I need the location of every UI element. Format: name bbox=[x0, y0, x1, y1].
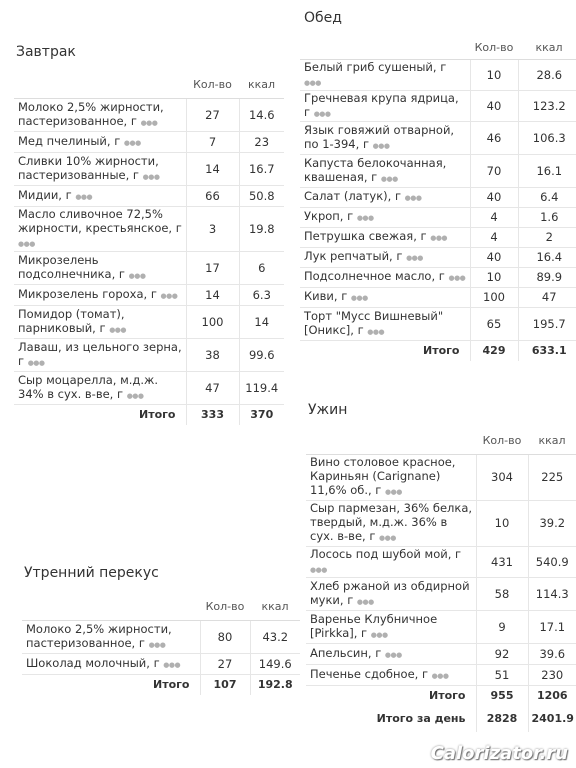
header-qty: Кол-во bbox=[200, 594, 250, 620]
food-name: Гречневая крупа ядрица, г bbox=[304, 90, 459, 119]
table-row bbox=[14, 305, 284, 338]
food-name-cell bbox=[306, 577, 476, 610]
table-row bbox=[306, 643, 576, 664]
food-name: Хлеб ржаной из обдирной муки, г bbox=[310, 578, 470, 607]
qty-cell: 38 bbox=[186, 338, 239, 371]
table-row bbox=[306, 610, 576, 643]
kcal-cell: 99.6 bbox=[239, 338, 284, 371]
kcal-cell: 19.8 bbox=[239, 206, 284, 251]
qty-cell: 3 bbox=[186, 206, 239, 251]
kcal-cell: 23 bbox=[239, 131, 284, 152]
qty-cell: 27 bbox=[186, 98, 239, 131]
snack-table bbox=[22, 594, 300, 695]
more-dots-icon[interactable]: ●●● bbox=[406, 254, 423, 262]
food-name-cell bbox=[14, 131, 186, 152]
more-dots-icon[interactable]: ●●● bbox=[75, 192, 93, 201]
food-name: Сыр пармезан, 36% белка, твердый, м.д.ж. 36% в сух. в-ве, г bbox=[310, 501, 473, 543]
day-total-row bbox=[306, 706, 576, 732]
food-name-cell bbox=[14, 98, 186, 131]
food-name-cell bbox=[14, 206, 186, 251]
day-total-label: Итого за день bbox=[376, 712, 466, 725]
more-dots-icon[interactable]: ●●● bbox=[109, 325, 127, 334]
food-name-cell bbox=[14, 152, 186, 185]
food-name-cell bbox=[306, 610, 476, 643]
food-name: Печенье сдобное, г bbox=[310, 666, 429, 681]
more-dots-icon[interactable]: ●●● bbox=[380, 174, 398, 183]
food-name: Сыр моцарелла, м.д.ж. 34% в сух. в-ве, г bbox=[18, 372, 159, 401]
table-row bbox=[300, 287, 576, 307]
kcal-cell: 225 bbox=[528, 454, 576, 500]
total-kcal: 1206 bbox=[528, 685, 576, 706]
more-dots-icon[interactable]: ●●● bbox=[126, 391, 144, 400]
food-name-cell bbox=[14, 284, 186, 305]
table-row bbox=[14, 251, 284, 284]
kcal-cell: 6.4 bbox=[518, 187, 576, 207]
table-row bbox=[300, 90, 576, 121]
kcal-cell: 540.9 bbox=[528, 546, 576, 577]
food-name: Помидор (томат), парниковый, г bbox=[18, 306, 125, 335]
food-name: Молоко 2,5% жирности, пастеризованное, г bbox=[18, 99, 164, 128]
food-name: Петрушка свежая, г bbox=[304, 229, 427, 243]
food-name: Салат (латук), г bbox=[304, 189, 402, 203]
food-name: Лук репчатый, г bbox=[304, 249, 403, 263]
food-name: Язык говяжий отварной, по 1-394, г bbox=[304, 122, 455, 151]
table-row bbox=[300, 207, 576, 227]
food-name: Вино столовое красное, Кариньян (Carignane) 11,6% об., г bbox=[310, 455, 456, 497]
total-kcal: 192.8 bbox=[250, 674, 300, 695]
kcal-cell: 89.9 bbox=[518, 267, 576, 287]
qty-cell: 47 bbox=[186, 371, 239, 404]
qty-cell: 65 bbox=[470, 307, 518, 340]
more-dots-icon[interactable]: ●●● bbox=[163, 660, 181, 669]
total-row bbox=[300, 340, 576, 361]
kcal-cell: 14.6 bbox=[239, 98, 284, 131]
watermark: Calorizator.ru bbox=[430, 743, 568, 764]
more-dots-icon[interactable]: ●●● bbox=[379, 534, 396, 542]
qty-cell: 304 bbox=[476, 454, 528, 500]
qty-cell: 14 bbox=[186, 284, 239, 305]
qty-cell: 10 bbox=[476, 500, 528, 546]
food-name: Лаваш, из цельного зерна, г bbox=[18, 339, 182, 368]
total-kcal: 370 bbox=[239, 404, 284, 425]
qty-cell: 51 bbox=[476, 664, 528, 685]
kcal-cell: 2 bbox=[518, 227, 576, 247]
more-dots-icon[interactable]: ●●● bbox=[313, 109, 331, 118]
food-name-cell bbox=[306, 454, 476, 500]
dinner-table bbox=[306, 428, 576, 732]
kcal-cell: 39.2 bbox=[528, 500, 576, 546]
food-name: Масло сливочное 72,5% жирности, крестьянское, г bbox=[18, 206, 182, 235]
total-row bbox=[22, 674, 300, 695]
total-label: Итого bbox=[423, 343, 460, 357]
dinner-title: Ужин bbox=[308, 402, 348, 418]
food-name-cell bbox=[300, 59, 470, 90]
qty-cell: 27 bbox=[200, 653, 250, 674]
qty-cell: 10 bbox=[470, 59, 518, 90]
qty-cell: 66 bbox=[186, 185, 239, 206]
food-name-cell bbox=[14, 251, 186, 284]
table-row bbox=[14, 98, 284, 131]
kcal-cell: 230 bbox=[528, 664, 576, 685]
food-name: Микрозелень гороха, г bbox=[18, 286, 157, 301]
food-name-cell bbox=[306, 546, 476, 577]
header-kcal: ккал bbox=[528, 428, 576, 454]
qty-cell: 9 bbox=[476, 610, 528, 643]
total-row bbox=[306, 685, 576, 706]
table-row bbox=[306, 546, 576, 577]
food-name-cell bbox=[300, 307, 470, 340]
qty-cell: 7 bbox=[186, 131, 239, 152]
day-total-qty: 2828 bbox=[476, 706, 528, 732]
food-name-cell bbox=[300, 247, 470, 267]
table-row bbox=[14, 206, 284, 251]
table-row bbox=[300, 307, 576, 340]
table-row bbox=[300, 227, 576, 247]
lunch-table bbox=[300, 38, 576, 361]
kcal-cell: 149.6 bbox=[250, 653, 300, 674]
table-header-row bbox=[300, 38, 576, 59]
food-name: Киви, г bbox=[304, 289, 348, 303]
food-name: Шоколад молочный, г bbox=[26, 655, 160, 670]
food-name-cell bbox=[14, 185, 186, 206]
table-header-row bbox=[14, 72, 284, 98]
table-row bbox=[306, 500, 576, 546]
header-kcal: ккал bbox=[250, 594, 300, 620]
kcal-cell: 50.8 bbox=[239, 185, 284, 206]
food-name: Укроп, г bbox=[304, 209, 354, 223]
food-name: Торт "Мусс Вишневый" [Оникс], г bbox=[304, 308, 444, 337]
kcal-cell: 14 bbox=[239, 305, 284, 338]
food-name: Подсолнечное масло, г bbox=[304, 269, 445, 283]
table-row bbox=[14, 371, 284, 404]
food-name-cell bbox=[306, 500, 476, 546]
kcal-cell: 114.3 bbox=[528, 577, 576, 610]
food-name: Молоко 2,5% жирности, пастеризованное, г bbox=[26, 621, 172, 650]
food-name-cell bbox=[306, 643, 476, 664]
table-row bbox=[306, 454, 576, 500]
table-row bbox=[14, 284, 284, 305]
header-name bbox=[14, 72, 186, 98]
qty-cell: 70 bbox=[470, 154, 518, 187]
header-name bbox=[22, 594, 200, 620]
total-kcal: 633.1 bbox=[518, 340, 576, 361]
breakfast-section bbox=[6, 30, 286, 442]
food-name-cell bbox=[300, 287, 470, 307]
header-kcal: ккал bbox=[518, 38, 576, 59]
kcal-cell: 47 bbox=[518, 287, 576, 307]
kcal-cell: 17.1 bbox=[528, 610, 576, 643]
food-name: Апельсин, г bbox=[310, 645, 382, 660]
more-dots-icon[interactable]: ●●● bbox=[367, 327, 385, 336]
table-row bbox=[22, 653, 300, 674]
food-name: Капуста белокочанная, квашеная, г bbox=[304, 155, 447, 184]
kcal-cell: 16.7 bbox=[239, 152, 284, 185]
snack-section bbox=[12, 548, 293, 708]
food-name-cell bbox=[300, 90, 470, 121]
kcal-cell: 16.1 bbox=[518, 154, 576, 187]
food-name-cell bbox=[306, 664, 476, 685]
qty-cell: 40 bbox=[470, 90, 518, 121]
qty-cell: 58 bbox=[476, 577, 528, 610]
total-qty: 429 bbox=[470, 340, 518, 361]
day-total-kcal: 2401.9 bbox=[528, 706, 576, 732]
more-dots-icon[interactable]: ●●● bbox=[123, 138, 141, 147]
more-dots-icon[interactable]: ●●● bbox=[448, 274, 466, 282]
food-name-cell bbox=[300, 227, 470, 247]
qty-cell: 80 bbox=[200, 620, 250, 653]
lunch-title: Обед bbox=[304, 10, 342, 26]
food-name-cell bbox=[300, 207, 470, 227]
more-dots-icon[interactable]: ●●● bbox=[304, 78, 321, 87]
qty-cell: 4 bbox=[470, 227, 518, 247]
food-name: Белый гриб сушеный, г bbox=[304, 59, 447, 74]
qty-cell: 46 bbox=[470, 121, 518, 154]
total-qty: 107 bbox=[200, 674, 250, 695]
more-dots-icon[interactable]: ●●● bbox=[18, 239, 35, 248]
food-name-cell bbox=[22, 653, 200, 674]
qty-cell: 100 bbox=[470, 287, 518, 307]
kcal-cell: 16.4 bbox=[518, 247, 576, 267]
food-name-cell bbox=[14, 305, 186, 338]
header-kcal: ккал bbox=[239, 72, 284, 98]
food-name: Мидии, г bbox=[18, 187, 72, 202]
qty-cell: 17 bbox=[186, 251, 239, 284]
header-name bbox=[300, 38, 470, 59]
header-qty: Кол-во bbox=[186, 72, 239, 98]
table-row bbox=[14, 152, 284, 185]
table-row bbox=[14, 338, 284, 371]
kcal-cell: 39.6 bbox=[528, 643, 576, 664]
more-dots-icon[interactable]: ●●● bbox=[142, 172, 160, 181]
table-row bbox=[300, 267, 576, 287]
kcal-cell: 195.7 bbox=[518, 307, 576, 340]
total-qty: 333 bbox=[186, 404, 239, 425]
table-row bbox=[22, 620, 300, 653]
table-row bbox=[14, 131, 284, 152]
qty-cell: 4 bbox=[470, 207, 518, 227]
snack-title: Утренний перекус bbox=[24, 565, 159, 581]
qty-cell: 10 bbox=[470, 267, 518, 287]
table-row bbox=[300, 187, 576, 207]
table-row bbox=[300, 154, 576, 187]
table-row bbox=[300, 59, 576, 90]
food-name-cell bbox=[22, 620, 200, 653]
more-dots-icon[interactable]: ●●● bbox=[350, 294, 368, 302]
kcal-cell: 28.6 bbox=[518, 59, 576, 90]
kcal-cell: 43.2 bbox=[250, 620, 300, 653]
food-name: Лосось под шубой мой, г bbox=[310, 546, 462, 561]
more-dots-icon[interactable]: ●●● bbox=[356, 214, 374, 222]
more-dots-icon[interactable]: ●●● bbox=[384, 650, 402, 659]
more-dots-icon[interactable]: ●●● bbox=[140, 118, 158, 127]
qty-cell: 431 bbox=[476, 546, 528, 577]
qty-cell: 40 bbox=[470, 187, 518, 207]
qty-cell: 100 bbox=[186, 305, 239, 338]
more-dots-icon[interactable]: ●●● bbox=[370, 630, 388, 639]
food-name: Мед пчелиный, г bbox=[18, 133, 121, 148]
more-dots-icon[interactable]: ●●● bbox=[431, 671, 449, 680]
total-label: Итого bbox=[429, 688, 466, 702]
table-row bbox=[300, 247, 576, 267]
more-dots-icon[interactable]: ●●● bbox=[27, 358, 45, 367]
table-row bbox=[306, 577, 576, 610]
food-name: Микрозелень подсолнечника, г bbox=[18, 252, 125, 281]
kcal-cell: 1.6 bbox=[518, 207, 576, 227]
total-qty: 955 bbox=[476, 685, 528, 706]
qty-cell: 40 bbox=[470, 247, 518, 267]
food-name-cell bbox=[14, 371, 186, 404]
more-dots-icon[interactable]: ●●● bbox=[372, 141, 390, 150]
total-row bbox=[14, 404, 284, 425]
header-name bbox=[306, 428, 476, 454]
breakfast-title: Завтрак bbox=[16, 44, 76, 60]
header-qty: Кол-во bbox=[476, 428, 528, 454]
breakfast-table bbox=[14, 72, 284, 425]
food-name-cell bbox=[300, 121, 470, 154]
qty-cell: 92 bbox=[476, 643, 528, 664]
food-name: Сливки 10% жирности, пастеризованные, г bbox=[18, 153, 159, 182]
more-dots-icon[interactable]: ●●● bbox=[384, 488, 402, 496]
total-label: Итого bbox=[153, 677, 190, 691]
more-dots-icon[interactable]: ●●● bbox=[310, 565, 327, 574]
table-row bbox=[306, 664, 576, 685]
more-dots-icon[interactable]: ●●● bbox=[128, 271, 146, 280]
table-header-row bbox=[22, 594, 300, 620]
dinner-section bbox=[300, 394, 576, 768]
more-dots-icon[interactable]: ●●● bbox=[404, 194, 422, 202]
kcal-cell: 6.3 bbox=[239, 284, 284, 305]
lunch-section bbox=[294, 0, 576, 366]
more-dots-icon[interactable]: ●●● bbox=[148, 640, 166, 649]
kcal-cell: 119.4 bbox=[239, 371, 284, 404]
food-name-cell bbox=[300, 154, 470, 187]
more-dots-icon[interactable]: ●●● bbox=[160, 291, 178, 300]
qty-cell: 14 bbox=[186, 152, 239, 185]
food-name-cell bbox=[300, 267, 470, 287]
more-dots-icon[interactable]: ●●● bbox=[356, 597, 374, 606]
kcal-cell: 106.3 bbox=[518, 121, 576, 154]
kcal-cell: 6 bbox=[239, 251, 284, 284]
food-name-cell bbox=[14, 338, 186, 371]
table-row bbox=[300, 121, 576, 154]
food-name: Варенье Клубничное [Pirkka], г bbox=[310, 611, 438, 640]
kcal-cell: 123.2 bbox=[518, 90, 576, 121]
more-dots-icon[interactable]: ●●● bbox=[430, 234, 448, 242]
header-qty: Кол-во bbox=[470, 38, 518, 59]
table-row bbox=[14, 185, 284, 206]
food-name-cell bbox=[300, 187, 470, 207]
total-label: Итого bbox=[139, 407, 176, 421]
table-header-row bbox=[306, 428, 576, 454]
